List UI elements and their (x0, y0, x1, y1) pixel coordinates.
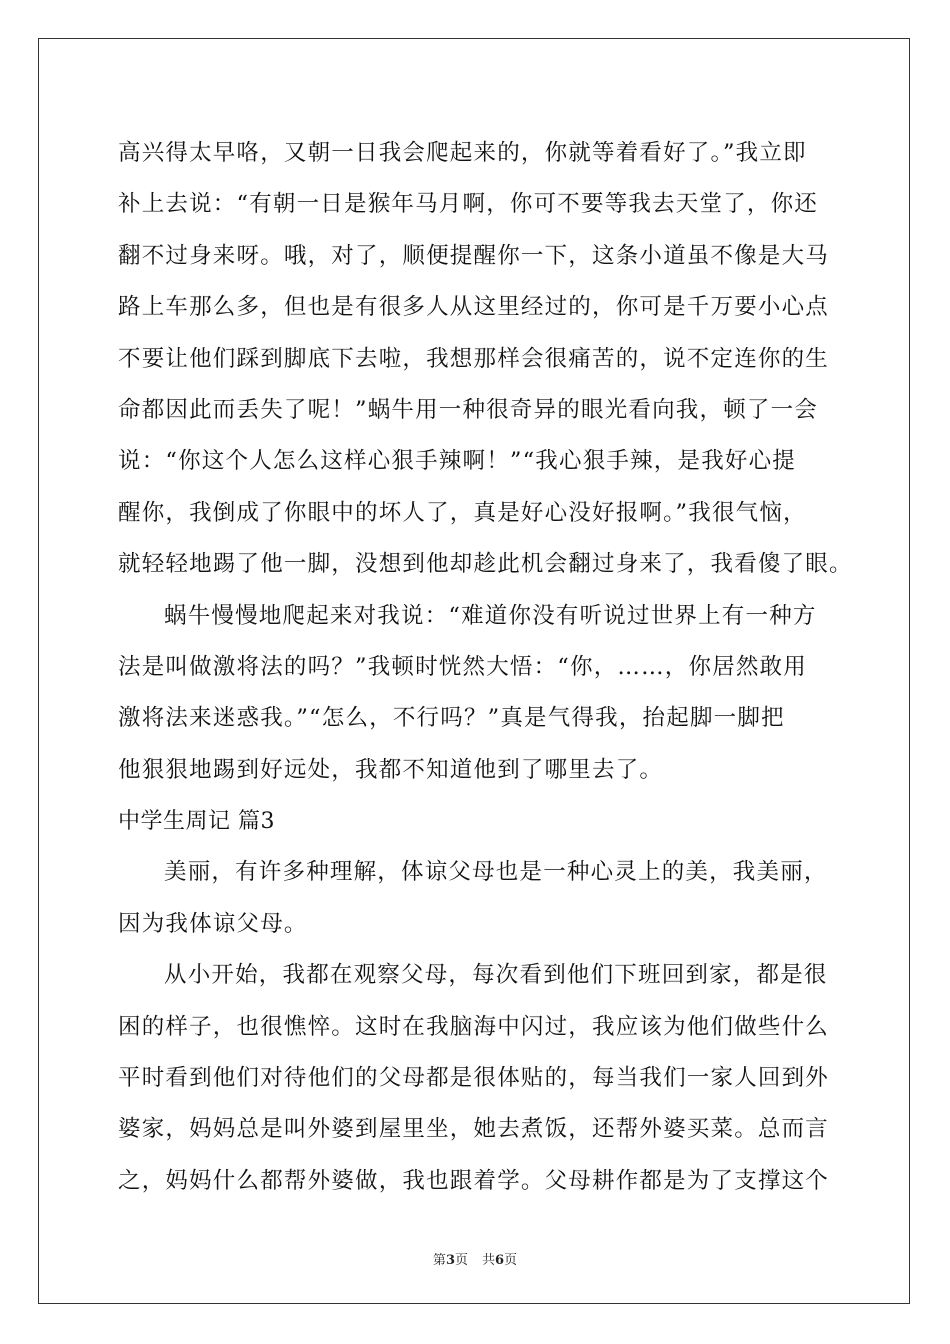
text-line: 激将法来迷惑我。”“怎么，不行吗？”真是气得我，抬起脚一脚把 (118, 705, 785, 732)
text-line: 之，妈妈什么都帮外婆做，我也跟着学。父母耕作都是为了支撑这个 (118, 1167, 830, 1194)
text-line: 他狠狠地踢到好远处，我都不知道他到了哪里去了。 (118, 756, 664, 783)
text-line: 命都因此而丢失了呢！”蜗牛用一种很奇异的眼光看向我，顿了一会 (118, 396, 819, 423)
text-line: 就轻轻地踢了他一脚，没想到他却趁此机会翻过身来了，我看傻了眼。 (118, 551, 853, 578)
text-line: 平时看到他们对待他们的父母都是很体贴的，每当我们一家人回到外 (118, 1065, 830, 1092)
page-footer (0, 1249, 950, 1268)
page-total: 6 (495, 1253, 505, 1268)
document-body (118, 128, 853, 1207)
page-current: 3 (445, 1253, 455, 1268)
page-prefix: 第 (432, 1253, 446, 1268)
section-heading: 中学生周记 篇3 (118, 809, 275, 835)
text-line: 翻不过身来呀。哦，对了，顺便提醒你一下，这条小道虽不像是大马 (118, 242, 830, 269)
text-line: 高兴得太早咯，又朝一日我会爬起来的，你就等着看好了。”我立即 (118, 140, 807, 166)
total-prefix: 共 (482, 1253, 496, 1268)
text-line: 法是叫做激将法的吗？”我顿时恍然大悟：“你，……，你居然敢用 (118, 653, 808, 680)
total-suffix: 页 (504, 1253, 518, 1268)
text-line: 补上去说：“有朝一日是猴年马月啊，你可不要等我去天堂了，你还 (118, 191, 819, 218)
text-line: 不要让他们踩到脚底下去啦，我想那样会很痛苦的，说不定连你的生 (118, 345, 830, 372)
text-line: 因为我体谅父母。 (118, 910, 308, 937)
paragraph-start-line: 从小开始，我都在观察父母，每次看到他们下班回到家，都是很 (164, 962, 828, 989)
paragraph-start-line: 蜗牛慢慢地爬起来对我说：“难道你没有听说过世界上有一种方 (164, 602, 817, 629)
page-suffix: 页 (454, 1253, 468, 1268)
text-line: 醒你，我倒成了你眼中的坏人了，真是好心没好报啊。”我很气恼， (118, 499, 807, 526)
text-line: 路上车那么多，但也是有很多人从这里经过的，你可是千万要小心点 (118, 294, 830, 321)
text-line: 婆家，妈妈总是叫外婆到屋里坐，她去煮饭，还帮外婆买菜。总而言 (118, 1116, 830, 1143)
paragraph-start-line: 美丽，有许多种理解，体谅父母也是一种心灵上的美，我美丽， (164, 859, 828, 886)
text-line: 困的样子，也很憔悴。这时在我脑海中闪过，我应该为他们做些什么 (118, 1013, 830, 1040)
text-line: 说：“你这个人怎么这样心狠手辣啊！”“我心狠手辣，是我好心提 (118, 448, 797, 475)
